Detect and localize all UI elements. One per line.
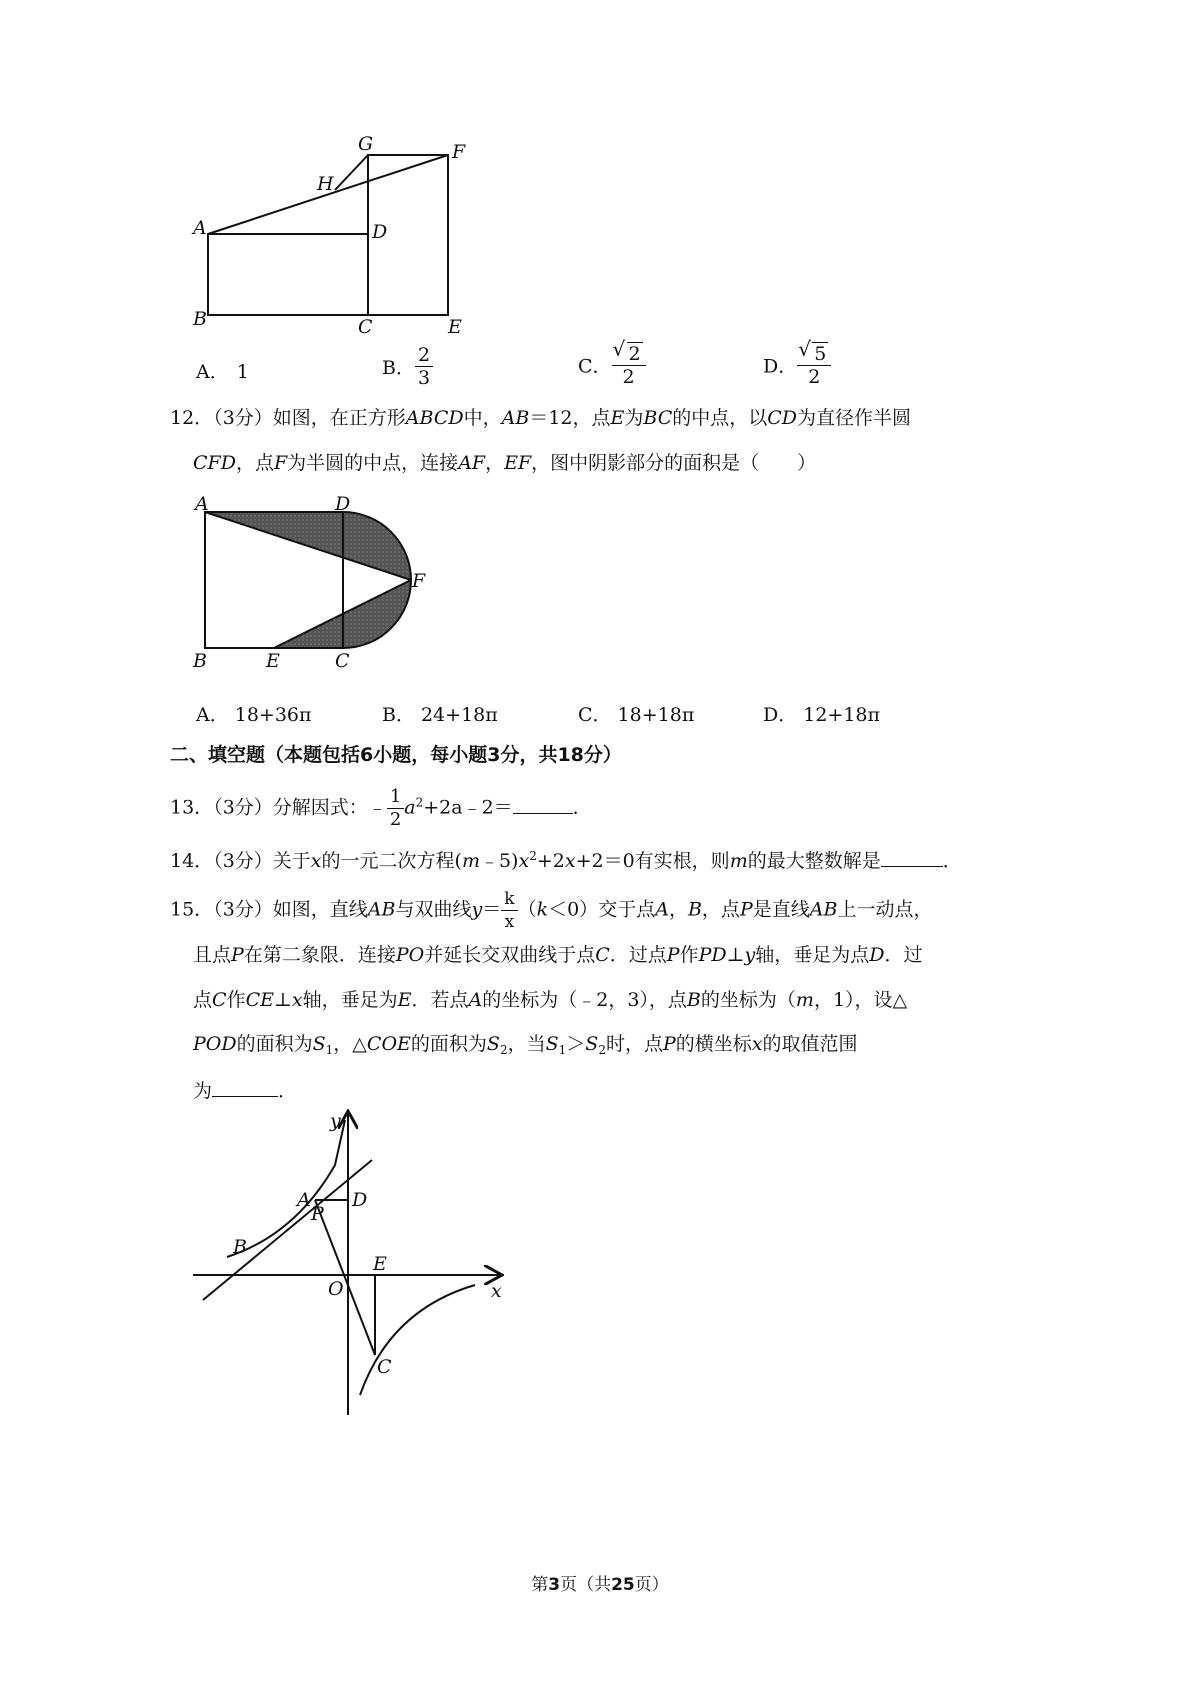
label-d: D — [372, 221, 388, 243]
section-heading-fill-in: 二、填空题（本题包括6小题，每小题3分，共18分） — [170, 744, 622, 766]
q12-option-c: C． 18+18π — [578, 704, 695, 726]
segment-pc — [315, 1200, 375, 1355]
label-h: H — [317, 173, 334, 195]
label-c: C — [377, 1356, 392, 1378]
label-f: F — [412, 570, 426, 592]
figure-q11 — [190, 130, 490, 345]
q11-option-d: D． √ $\frac{5}{2}$ — [763, 342, 831, 388]
hyperbola-branch-lower — [360, 1285, 475, 1395]
label-g: G — [358, 133, 374, 155]
q11-option-b: B． $\frac{2}{3}$ — [382, 344, 433, 389]
q14: 14．（3分）关于x的一元二次方程$(m﹣5)x^2+2x+2=0$有实根，则m的最大整数解是 ． — [170, 843, 962, 874]
label-c: C — [358, 316, 373, 338]
label-a: A — [195, 495, 209, 515]
label-e: E — [448, 316, 462, 338]
q11-option-a: A． 1 — [196, 361, 249, 383]
q13: 13．（3分）分解因式：﹣ $\frac{1}{2}$ $a^2+2a﹣2=$ ． — [170, 786, 592, 830]
label-x: x — [491, 1280, 502, 1302]
q15-line-2: 且点P在第二象限．连接PO并延长交双曲线于点C．过点P作PD⊥y轴，垂足为点D．过 — [193, 944, 923, 966]
label-e: E — [373, 1253, 387, 1275]
q15-line-3: 点C作CE⊥x轴，垂足为E．若点A的坐标为（﹣2，3），点B的坐标为（m，1），设△ — [193, 989, 908, 1011]
figure-q15 — [185, 1105, 515, 1420]
answer-blank — [513, 793, 573, 814]
answer-blank — [881, 846, 943, 867]
page-footer: 第3页（共25页） — [531, 1575, 669, 1595]
figure-q12 — [190, 495, 440, 675]
q12-option-d: D． 12+18π — [763, 704, 880, 726]
q12-option-b: B． 24+18π — [382, 704, 498, 726]
label-d: D — [352, 1189, 368, 1211]
label-c: C — [335, 650, 350, 672]
q15-line-1: 15．（3分）如图，直线AB与双曲线y＝ $\frac{k}{x}$ （k＜0）交于点A，B，点P是直线AB上一动点， — [170, 889, 933, 932]
rect-abcd — [208, 234, 368, 315]
label-b: B — [193, 650, 207, 672]
label-p: P — [311, 1203, 324, 1225]
q12-line-1: 12．（3分）如图，在正方形ABCD中，AB＝12，点E为BC的中点，以CD为直径作半圆 — [170, 407, 912, 429]
q12-line-2: CFD，点F为半圆的中点，连接AF，EF，图中阴影部分的面积是（ ） — [193, 452, 817, 474]
label-y: y — [330, 1110, 341, 1132]
line-gh — [335, 155, 368, 190]
q15-line-5: 为 ． — [193, 1076, 297, 1104]
label-o: O — [328, 1278, 344, 1300]
label-a: A — [297, 1189, 311, 1211]
label-a: A — [193, 217, 207, 239]
q11-option-c: C． √ $\frac{2}{2}$ — [578, 342, 646, 388]
label-f: F — [452, 141, 466, 163]
answer-blank — [212, 1076, 278, 1097]
label-d: D — [335, 495, 351, 515]
label-b: B — [193, 308, 207, 330]
q15-line-4: POD的面积为$S_1$，△COE的面积为$S_2$，当$S_1>S_2$时，点P的横坐标x的取值范围 — [193, 1033, 858, 1057]
q12-option-a: A． 18+36π — [196, 704, 312, 726]
label-e: E — [266, 650, 280, 672]
label-b: B — [233, 1236, 247, 1258]
